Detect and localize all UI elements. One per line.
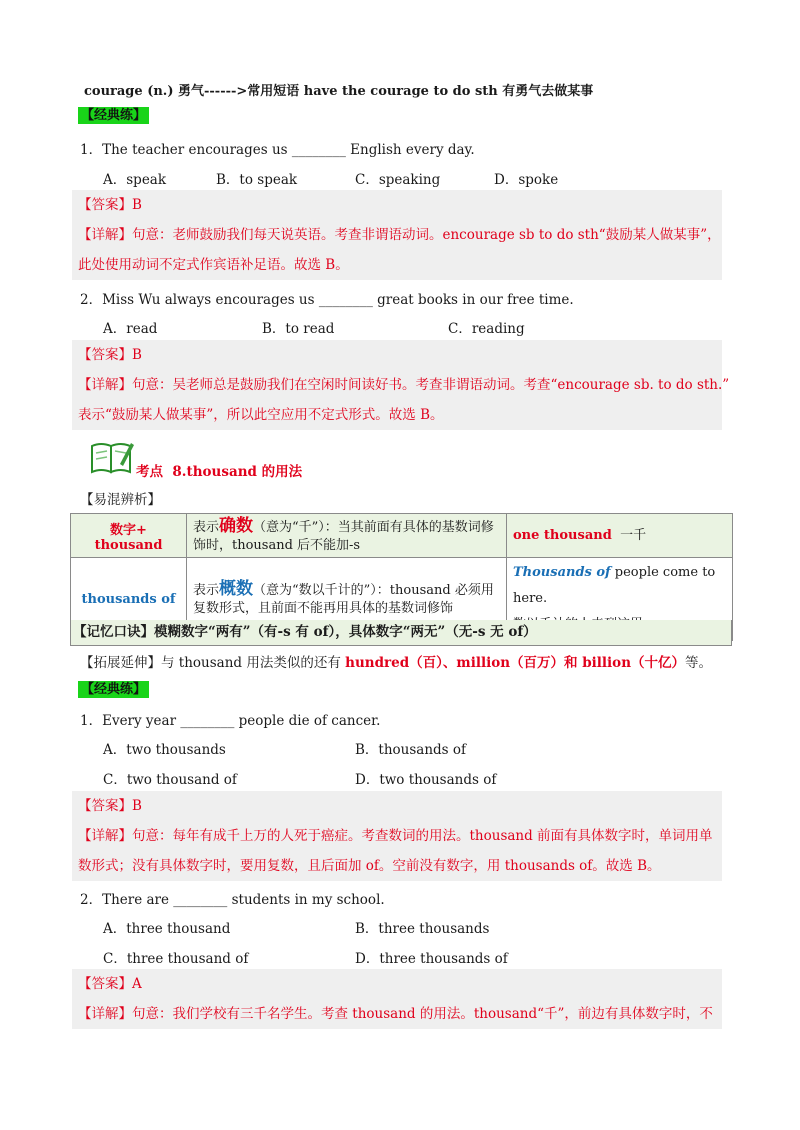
question-stem: 2．There are ________ students in my school. (80, 892, 385, 908)
notebook-icon (90, 440, 134, 474)
row-example: Thousands of people come to here. (507, 558, 733, 641)
option-b: B．three thousands (355, 921, 490, 937)
option-a: A．two thousands (103, 742, 226, 758)
explanation-line: 数形式；没有具体数字时，要用复数，且后面加 of。空前没有数字，用 thousands of。故选 B。 (78, 858, 661, 874)
explanation-line: 【详解】句意：我们学校有三千名学生。考查 thousand 的用法。thousand“千”，前边有具体数字时，不 (78, 1006, 713, 1022)
kaodian-title: 考点 8.thousand 的用法 (136, 464, 303, 480)
answer: 【答案】A (78, 976, 142, 992)
option-d: D．spoke (494, 172, 559, 188)
answer-box (72, 190, 722, 280)
practice-tag: 【经典练】 (78, 681, 149, 698)
confusion-label: 【易混辨析】 (80, 492, 161, 508)
option-a: A．speak (103, 172, 167, 188)
option-c: C．reading (448, 321, 525, 337)
option-c: C．speaking (355, 172, 441, 188)
row-head: 数字+ thousand (71, 514, 187, 558)
question-stem: 1．The teacher encourages us ________ English every day. (80, 142, 475, 158)
explanation-line: 此处使用动词不定式作宾语补足语。故选 B。 (78, 257, 349, 273)
option-c: C．three thousand of (103, 951, 249, 967)
practice-tag: 【经典练】 (78, 107, 149, 124)
answer: 【答案】B (78, 197, 142, 213)
row-description: 表示确数（意为“千”）：当其前面有具体的基数词修饰时，thousand 后不能加-s (187, 514, 507, 558)
answer-box (72, 791, 722, 881)
option-a: A．three thousand (103, 921, 231, 937)
row-head: thousands of (71, 558, 187, 641)
option-b: B．to speak (216, 172, 298, 188)
option-b: B．to read (262, 321, 335, 337)
option-a: A．read (103, 321, 158, 337)
explanation-line: 【详解】句意：每年有成千上万的人死于癌症。考查数词的用法。thousand 前面有具体数字时，单词用单 (78, 828, 713, 844)
explanation-line: 表示“鼓励某人做某事”，所以此空应用不定式形式。故选 B。 (78, 407, 444, 423)
option-c: C．two thousand of (103, 772, 237, 788)
answer: 【答案】B (78, 347, 142, 363)
row-example: one thousand 一千 (507, 514, 733, 558)
answer: 【答案】B (78, 798, 142, 814)
question-stem: 2．Miss Wu always encourages us ________ great books in our free time. (80, 292, 574, 308)
option-b: B．thousands of (355, 742, 467, 758)
answer-box (72, 340, 730, 430)
question-stem: 1．Every year ________ people die of cancer. (80, 713, 381, 729)
option-d: D．three thousands of (355, 951, 508, 967)
extension-note: 【拓展延伸】与 thousand 用法类似的还有 hundred（百）、million（百万）和 billion（十亿）等。 (80, 655, 713, 671)
option-d: D．two thousands of (355, 772, 497, 788)
explanation-line: 【详解】句意：吴老师总是鼓励我们在空闲时间读好书。考查非谓语动词。考查“encourage sb. to do sth.” (78, 377, 730, 393)
row-description: 表示概数（意为“数以千计的”）：thousand 必须用复数形式，且前面不能再用具体的基数词修饰 (187, 558, 507, 641)
header-line: courage (n.) 勇气------>常用短语 have the courage to do sth 有勇气去做某事 (84, 84, 594, 99)
table-row (71, 514, 733, 558)
memory-tip: 【记忆口诀】模糊数字“两有”（有-s 有 of），具体数字“两无”（无-s 无 of） (70, 620, 732, 646)
explanation-line: 【详解】句意：老师鼓励我们每天说英语。考查非谓语动词。encourage sb to do sth“鼓励某人做某事”， (78, 227, 721, 243)
answer-box (72, 969, 722, 1029)
